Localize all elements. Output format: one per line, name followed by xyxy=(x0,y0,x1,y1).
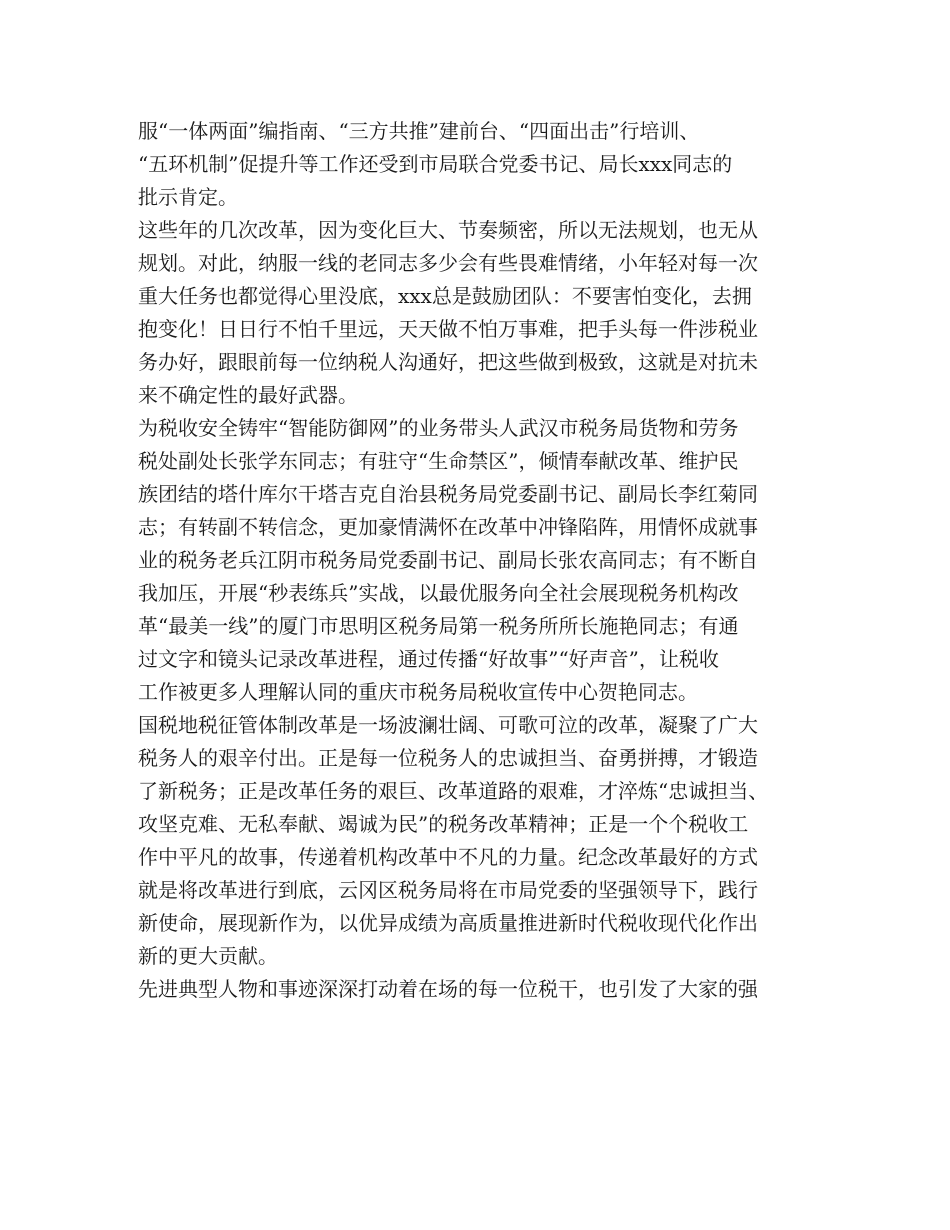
text-line: 务办好，跟眼前每一位纳税人沟通好，把这些做到极致，这就是对抗未 xyxy=(138,350,758,374)
text-line: 批示肯定。 xyxy=(138,185,238,209)
document-page xyxy=(138,115,828,1006)
text-line: 抱变化！日日行不怕千里远，天天做不怕万事难，把手头每一件涉税业 xyxy=(138,317,758,341)
text-line: 过文字和镜头记录改革进程，通过传播“好故事”“好声音”，让税收 xyxy=(138,647,719,671)
paragraph-2 xyxy=(138,214,828,412)
text-line: 规划。对此，纳服一线的老同志多少会有些畏难情绪，小年轻对每一次 xyxy=(138,251,758,275)
text-line: 国税地税征管体制改革是一场波澜壮阔、可歌可泣的改革，凝聚了广大 xyxy=(138,713,758,737)
text-line: 税处副处长张学东同志；有驻守“生命禁区”，倾情奉献改革、维护民 xyxy=(138,449,739,473)
text-line: 就是将改革进行到底，云冈区税务局将在市局党委的坚强领导下，践行 xyxy=(138,878,758,902)
text-line: “五环机制”促提升等工作还受到市局联合党委书记、局长xxx同志的 xyxy=(138,152,733,176)
text-line: 为税收安全铸牢“智能防御网”的业务带头人武汉市税务局货物和劳务 xyxy=(138,416,739,440)
text-line: 业的税务老兵江阴市税务局党委副书记、副局长张农高同志；有不断自 xyxy=(138,548,758,572)
text-line: 来不确定性的最好武器。 xyxy=(138,383,358,407)
text-line: 新的更大贡献。 xyxy=(138,944,278,968)
text-line: 税务人的艰辛付出。正是每一位税务人的忠诚担当、奋勇拼搏，才锻造 xyxy=(138,746,758,770)
paragraph-3 xyxy=(138,412,828,709)
paragraph-1 xyxy=(138,115,828,214)
paragraph-5 xyxy=(138,973,828,1006)
paragraph-4 xyxy=(138,709,828,973)
text-line: 服“一体两面”编指南、“三方共推”建前台、“四面出击”行培训、 xyxy=(138,119,700,143)
text-line: 了新税务；正是改革任务的艰巨、改革道路的艰难，才淬炼“忠诚担当、 xyxy=(138,779,769,803)
text-line: 革“最美一线”的厦门市思明区税务局第一税务所所长施艳同志；有通 xyxy=(138,614,739,638)
text-line: 作中平凡的故事，传递着机构改革中不凡的力量。纪念改革最好的方式 xyxy=(138,845,758,869)
text-line: 新使命，展现新作为，以优异成绩为高质量推进新时代税收现代化作出 xyxy=(138,911,758,935)
text-line: 攻坚克难、无私奉献、竭诚为民”的税务改革精神；正是一个个税收工 xyxy=(138,812,749,836)
text-line: 这些年的几次改革，因为变化巨大、节奏频密，所以无法规划，也无从 xyxy=(138,218,758,242)
text-line: 先进典型人物和事迹深深打动着在场的每一位税干，也引发了大家的强 xyxy=(138,977,758,1001)
text-line: 工作被更多人理解认同的重庆市税务局税收宣传中心贺艳同志。 xyxy=(138,680,698,704)
text-line: 族团结的塔什库尔干塔吉克自治县税务局党委副书记、副局长李红菊同 xyxy=(138,482,758,506)
text-line: 我加压，开展“秒表练兵”实战，以最优服务向全社会展现税务机构改 xyxy=(138,581,739,605)
text-line: 重大任务也都觉得心里没底，xxx总是鼓励团队：不要害怕变化，去拥 xyxy=(138,284,752,308)
text-line: 志；有转副不转信念，更加豪情满怀在改革中冲锋陷阵，用情怀成就事 xyxy=(138,515,758,539)
